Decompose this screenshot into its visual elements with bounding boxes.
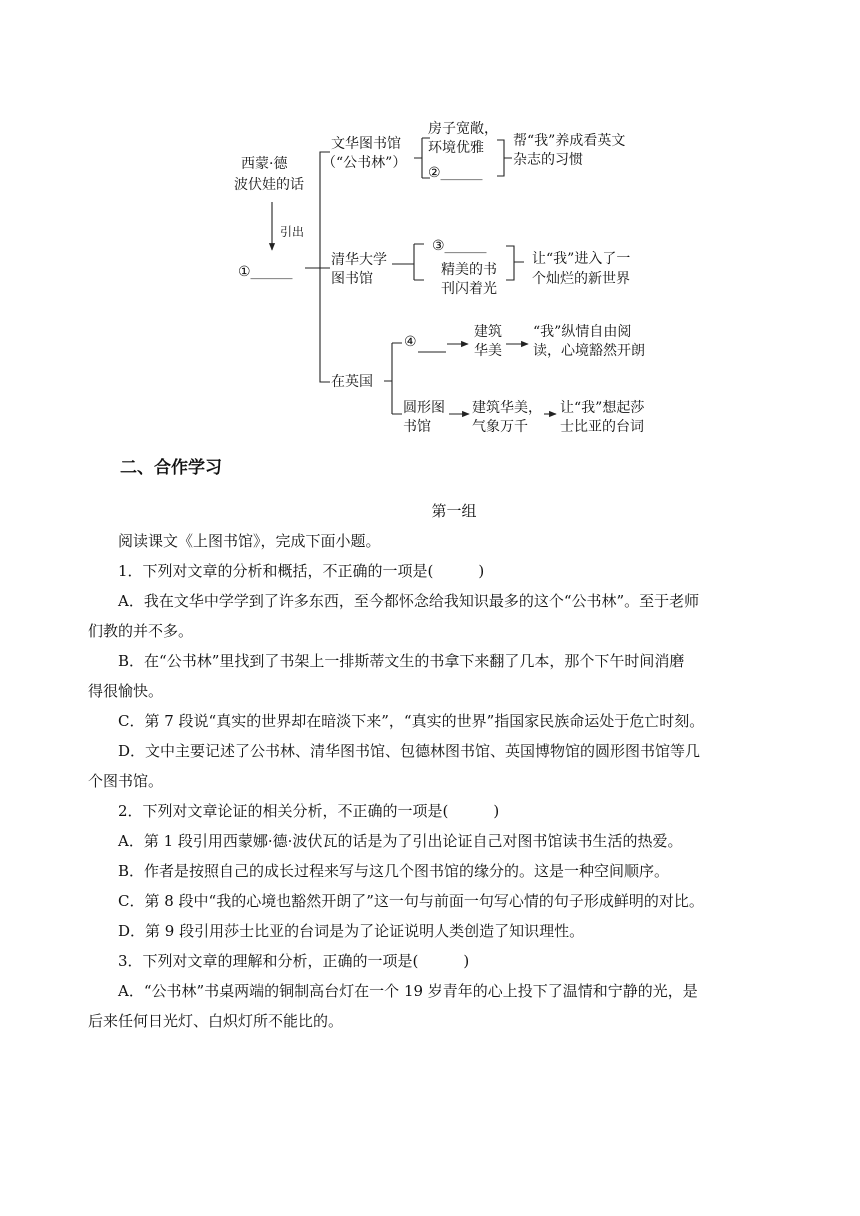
- branch-3-sub-1-effect-line2: 读，心境豁然开朗: [533, 343, 645, 359]
- branch-2-name-line2: 图书馆: [331, 271, 373, 287]
- branch-3-sub-2-from-line2: 书馆: [403, 419, 431, 435]
- branch-2-feature-blank: ③______: [432, 238, 487, 254]
- branch-3-name: 在英国: [331, 374, 373, 390]
- question-2-option-d: D．第 9 段引用莎士比亚的台词是为了论证说明人类创造了知识理性。: [118, 922, 585, 940]
- question-2-option-c: C．第 8 段中“我的心境也豁然开朗了”这一句与前面一句写心情的句子形成鲜明的对比。: [118, 892, 704, 910]
- question-3-option-a-cont: 后来任何日光灯、白炽灯所不能比的。: [88, 1012, 344, 1030]
- question-1-option-d-cont: 个图书馆。: [88, 772, 164, 790]
- question-1-option-b-cont: 得很愉快。: [88, 682, 164, 700]
- instruction: 阅读课文《上图书馆》，完成下面小题。: [118, 532, 381, 550]
- section-heading: 二、合作学习: [120, 458, 222, 478]
- branch-1-effect-line1: 帮“我”养成看英文: [513, 133, 626, 149]
- branch-1-name-line2: （“公书林”）: [322, 155, 407, 171]
- structure-diagram: [0, 0, 860, 450]
- branch-3-sub-1-blank: ④: [404, 334, 417, 350]
- question-1-option-d: D．文中主要记述了公书林、清华图书馆、包德林图书馆、英国博物馆的圆形图书馆等几: [118, 742, 701, 760]
- branch-1-feature-2: 环境优雅: [428, 140, 484, 156]
- question-1-option-c: C．第 7 段说“真实的世界却在暗淡下来”，“真实的世界”指国家民族命运处于危亡时刻。: [118, 712, 705, 730]
- branch-1-name-line1: 文华图书馆: [331, 136, 401, 152]
- branch-3-sub-2-effect-line2: 士比亚的台词: [560, 419, 644, 435]
- branch-1-right-brace: [497, 140, 512, 176]
- branch-2-right-brace: [506, 246, 524, 280]
- question-1-option-a: A．我在文华中学学到了许多东西，至今都怀念给我知识最多的这个“公书林”。至于老师: [118, 592, 700, 610]
- diagram-source-line1: 西蒙·德: [241, 156, 288, 172]
- document-body: [88, 454, 790, 1036]
- branch-1-feature-1: 房子宽敞，: [428, 121, 498, 137]
- question-1: 1．下列对文章的分析和概括，不正确的一项是( ): [118, 562, 485, 580]
- branch-3-sub-2-from-line1: 圆形图: [403, 400, 445, 416]
- branch-2-effect-line2: 个灿烂的新世界: [532, 271, 630, 287]
- branch-2-name-line1: 清华大学: [331, 252, 387, 268]
- branch-3-sub-1-feature-2: 华美: [474, 343, 502, 359]
- branch-3-brace: [384, 343, 402, 414]
- question-1-option-a-cont: 们教的并不多。: [88, 622, 194, 640]
- branch-3-sub-2-feature-1: 建筑华美，: [472, 400, 542, 416]
- branch-2-feature-3: 刊闪着光: [441, 281, 497, 297]
- question-2: 2．下列对文章论证的相关分析，不正确的一项是( ): [118, 802, 500, 820]
- branch-3-sub-1-feature-1: 建筑: [474, 324, 502, 340]
- diagram-lead-label: 引出: [280, 225, 305, 239]
- question-3: 3．下列对文章的理解和分析，正确的一项是( ): [118, 952, 470, 970]
- branch-3-sub-2-effect-line1: 让“我”想起莎: [560, 400, 645, 416]
- branch-3-sub-2-feature-2: 气象万千: [472, 419, 528, 435]
- branch-1-feature-blank: ②______: [428, 165, 483, 181]
- branch-3-sub-1-effect-line1: “我”纵情自由阅: [533, 324, 632, 340]
- branch-2-brace: [392, 244, 424, 280]
- branch-2-effect-line1: 让“我”进入了一: [532, 251, 631, 267]
- branch-2-feature-2: 精美的书: [441, 262, 497, 278]
- diagram-main-brace: [305, 152, 330, 382]
- question-3-option-a: A．“公书林”书桌两端的铜制高台灯在一个 19 岁青年的心上投下了温情和宁静的光，是: [118, 982, 698, 1000]
- question-2-option-b: B．作者是按照自己的成长过程来写与这几个图书馆的缘分的。这是一种空间顺序。: [118, 862, 670, 880]
- diagram-source-line2: 波伏娃的话: [234, 177, 304, 193]
- branch-1-effect-line2: 杂志的习惯: [513, 152, 583, 168]
- diagram-blank-1: ①______: [238, 264, 293, 280]
- question-1-option-b: B．在“公书林”里找到了书架上一排斯蒂文生的书拿下来翻了几本，那个下午时间消磨: [118, 652, 685, 670]
- question-2-option-a: A．第 1 段引用西蒙娜·德·波伏瓦的话是为了引出论证自己对图书馆读书生活的热爱。: [118, 832, 683, 850]
- group-title: 第一组: [431, 502, 477, 520]
